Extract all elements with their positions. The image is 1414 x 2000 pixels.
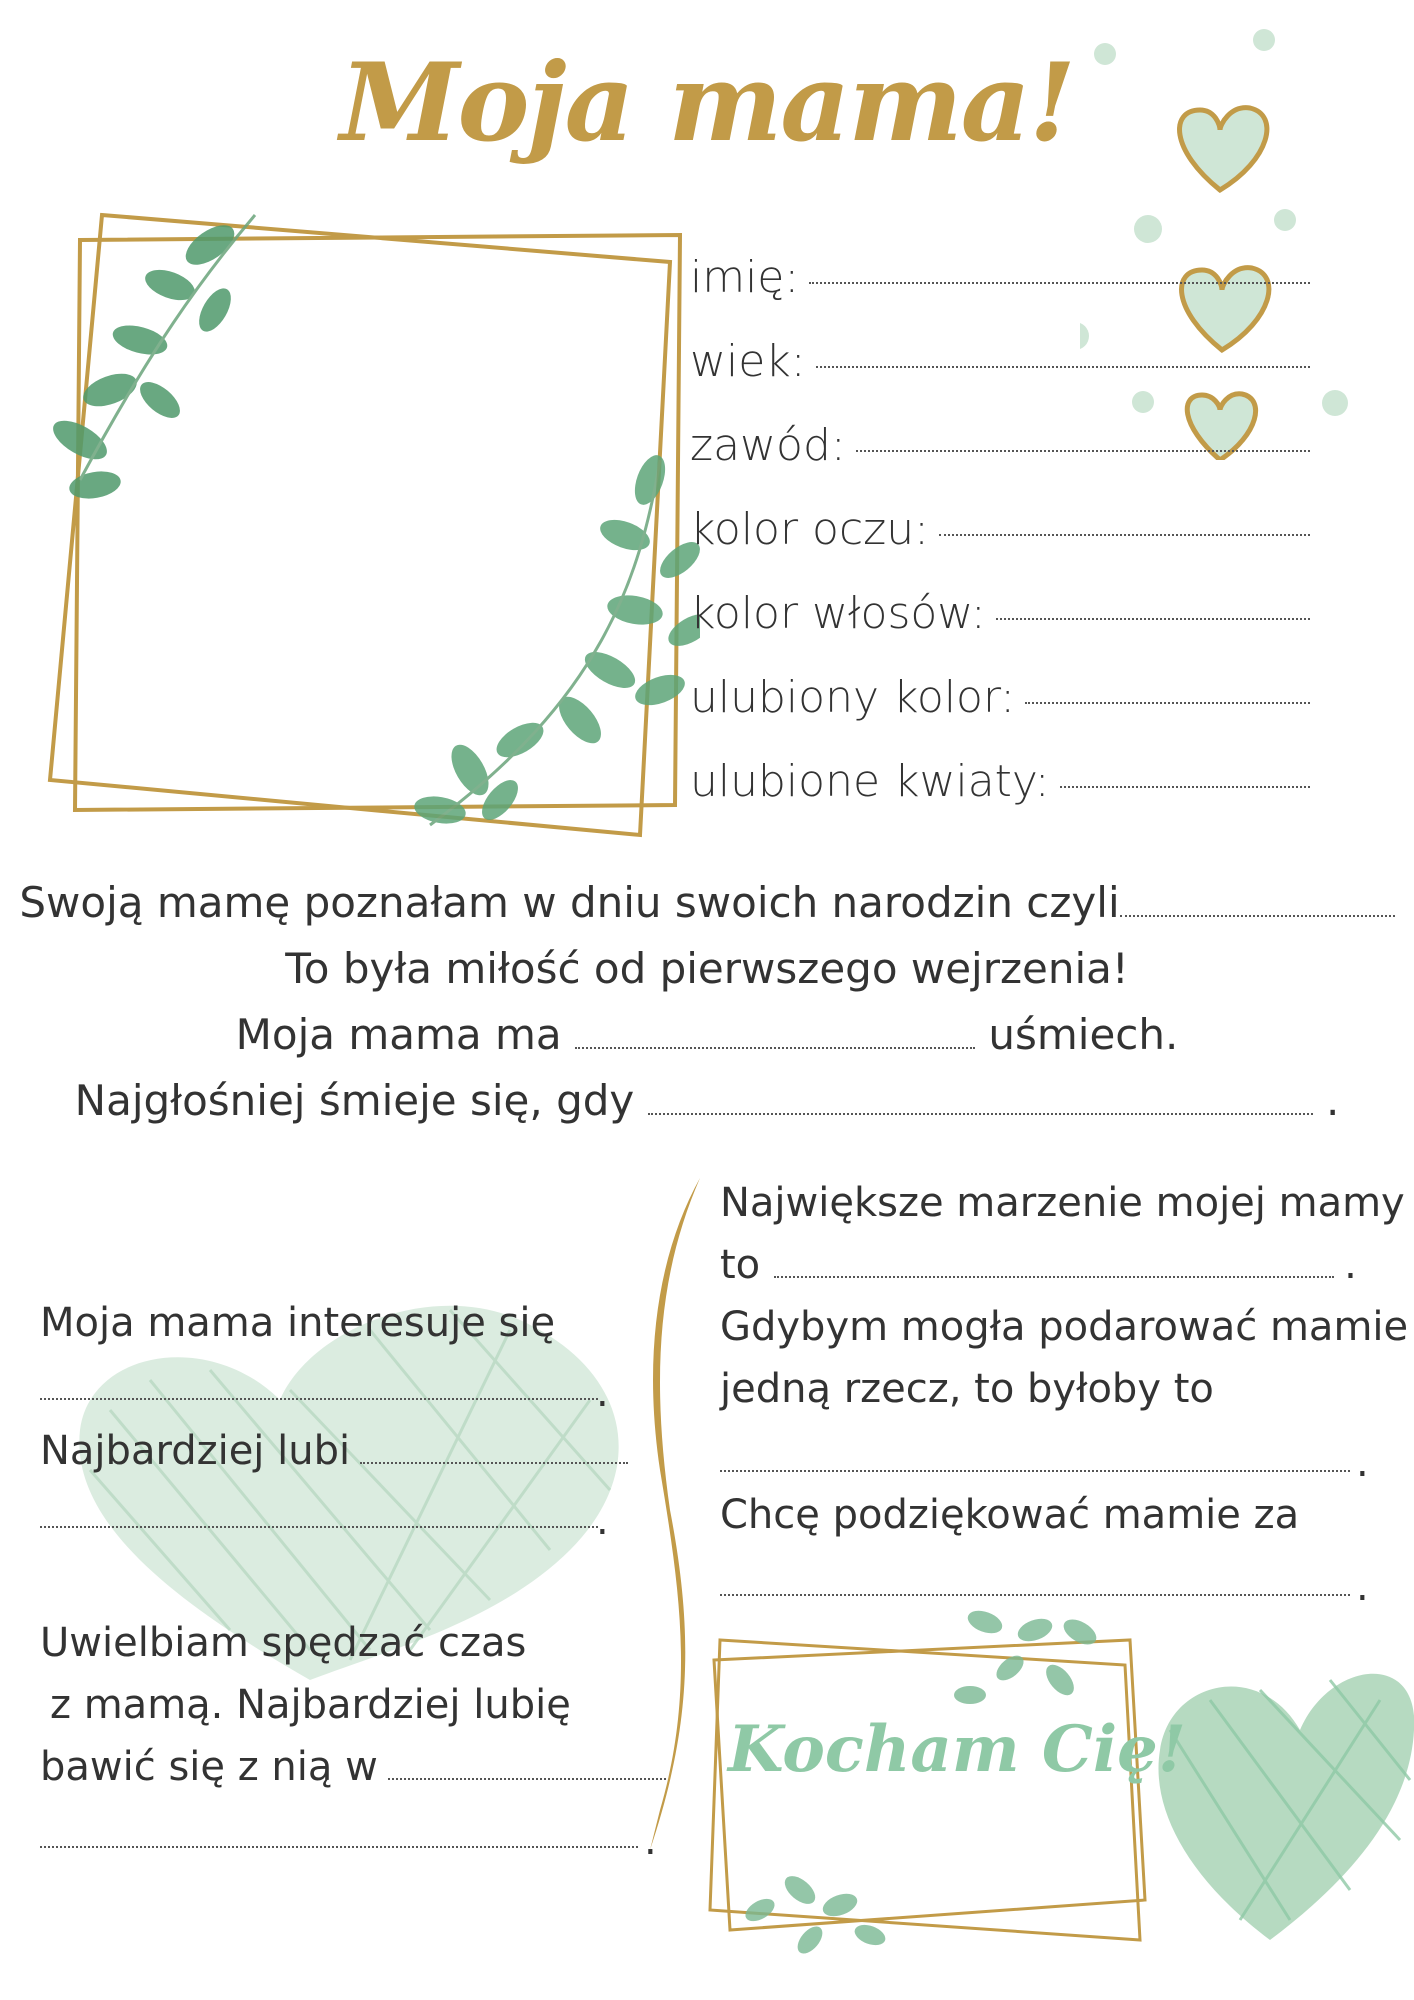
laugh-line: Najgłośniej śmieje się, gdy . [74, 1076, 1340, 1125]
time-line-2: z mamą. Najbardziej lubię [50, 1682, 571, 1728]
gift-line-1: Gdybym mogła podarować mamie [720, 1304, 1409, 1350]
love-badge: Kocham Cię! [728, 1712, 1186, 1787]
field-hair-color[interactable]: kolor włosów: [690, 588, 1310, 639]
heart-icon [1180, 108, 1267, 190]
likes-label: Najbardziej lubi [40, 1428, 628, 1474]
field-favorite-color[interactable]: ulubiony kolor: [690, 672, 1310, 723]
field-eye-color[interactable]: kolor oczu: [690, 504, 1310, 555]
hearts-decoration [1080, 20, 1380, 460]
birth-line: Swoją mamę poznałam w dniu swoich narodzin czyli [0, 878, 1414, 927]
fill-line[interactable] [388, 1778, 666, 1780]
dream-line-2: to . [720, 1242, 1357, 1288]
fill-line[interactable] [774, 1276, 1334, 1278]
field-age[interactable]: wiek: [690, 336, 1310, 387]
smile-line: Moja mama ma uśmiech. [235, 1010, 1179, 1059]
fill-line[interactable] [360, 1462, 628, 1464]
time-line-3: bawić się z nią w [40, 1744, 666, 1790]
period: . [644, 1818, 657, 1864]
field-profession[interactable]: zawód: [690, 420, 1310, 471]
fill-line[interactable] [856, 450, 1310, 452]
field-name[interactable]: imię: [690, 252, 1310, 303]
likes-fill-line[interactable] [40, 1526, 598, 1528]
dream-line-1: Największe marzenie mojej mamy [720, 1180, 1405, 1226]
time-line-1: Uwielbiam spędzać czas [40, 1620, 527, 1666]
period: . [596, 1370, 609, 1416]
thanks-line: Chcę podziękować mamie za [720, 1492, 1300, 1538]
fill-line[interactable] [1120, 915, 1395, 917]
interests-fill-line[interactable] [40, 1398, 598, 1400]
fill-line[interactable] [996, 618, 1310, 620]
gift-line-2: jedną rzecz, to byłoby to [720, 1366, 1214, 1412]
fill-line[interactable] [1025, 702, 1310, 704]
fill-line[interactable] [816, 366, 1310, 368]
fill-line[interactable] [809, 282, 1310, 284]
fill-line[interactable] [648, 1113, 1313, 1115]
period: . [596, 1498, 609, 1544]
fill-line[interactable] [939, 534, 1310, 536]
field-favorite-flowers[interactable]: ulubione kwiaty: [690, 756, 1310, 807]
fill-line[interactable] [1060, 786, 1310, 788]
page-title: Moja mama! [339, 40, 1075, 166]
play-fill-line[interactable] [40, 1846, 638, 1848]
period: . [1356, 1564, 1369, 1610]
heart-icon [1150, 1640, 1414, 1950]
fill-line[interactable] [575, 1047, 975, 1049]
love-line: To była miłość od pierwszego wejrzenia! [285, 944, 1129, 993]
thanks-fill-line[interactable] [720, 1594, 1350, 1596]
gift-fill-line[interactable] [720, 1470, 1350, 1472]
interests-label: Moja mama interesuje się [40, 1300, 556, 1346]
photo-frame[interactable] [40, 200, 700, 850]
period: . [1356, 1440, 1369, 1486]
